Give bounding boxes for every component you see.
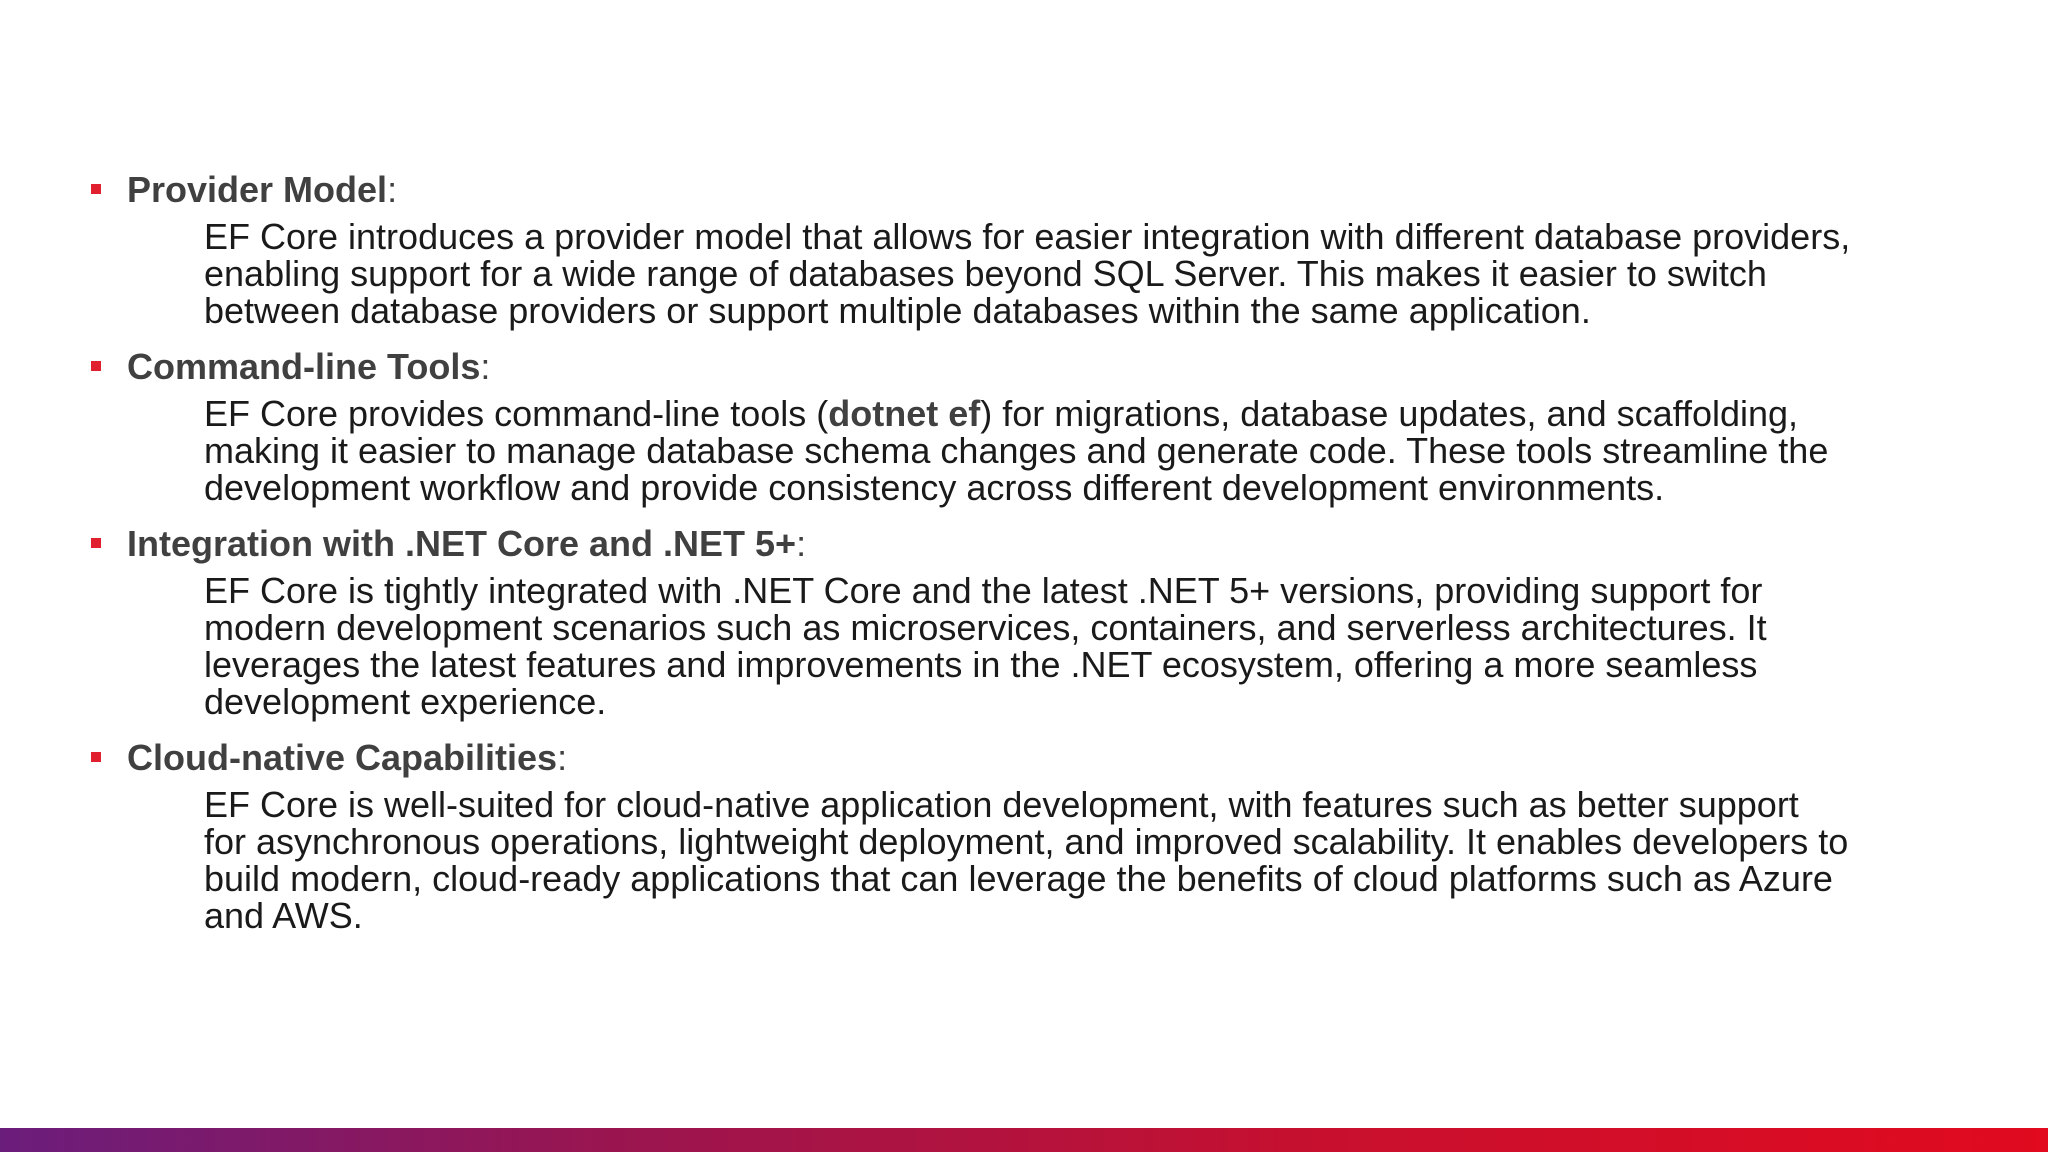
description-line: and AWS. [204, 895, 363, 936]
item-heading: Provider Model [127, 169, 388, 210]
description-line: development experience. [204, 681, 607, 722]
item-description [204, 395, 2048, 506]
description-line: for asynchronous operations, lightweight deployment, and improved scalability. It enables developers to [204, 821, 1849, 862]
list-item-command-line-tools [90, 347, 1990, 506]
bullet-square-icon [91, 752, 101, 762]
item-heading-line [90, 738, 1990, 778]
description-line: between database providers or support multiple databases within the same application. [204, 290, 1591, 331]
description-line: build modern, cloud-ready applications that can leverage the benefits of cloud platforms such as Azure [204, 858, 1833, 899]
bullet-square-icon [91, 538, 101, 548]
description-line: modern development scenarios such as microservices, containers, and serverless architectures. It [204, 607, 1767, 648]
item-description [204, 786, 2048, 934]
description-line: EF Core introduces a provider model that allows for easier integration with different database providers, [204, 216, 1851, 257]
list-item-cloud-native [90, 738, 1990, 934]
description-line [204, 395, 2048, 432]
list-item-dotnet-integration [90, 524, 1990, 720]
bullet-list [90, 170, 1990, 952]
item-heading-line [90, 170, 1990, 210]
description-text: EF Core provides command-line tools ( [204, 393, 829, 434]
description-text: ) for migrations, database updates, and scaffolding, [980, 393, 1799, 434]
heading-colon: : [387, 169, 398, 210]
item-heading: Integration with .NET Core and .NET 5+ [127, 523, 797, 564]
bullet-square-icon [91, 184, 101, 194]
item-description [204, 218, 2048, 329]
item-heading-line [90, 347, 1990, 387]
item-heading-line [90, 524, 1990, 564]
bullet-square-icon [91, 361, 101, 371]
list-item-provider-model [90, 170, 1990, 329]
heading-colon: : [480, 346, 491, 387]
item-heading: Command-line Tools [127, 346, 481, 387]
description-line: EF Core is tightly integrated with .NET Core and the latest .NET 5+ versions, providing support for [204, 570, 1763, 611]
heading-colon: : [796, 523, 807, 564]
footer-gradient-bar [0, 1128, 2048, 1152]
item-description [204, 572, 2048, 720]
description-line: enabling support for a wide range of databases beyond SQL Server. This makes it easier to switch [204, 253, 1767, 294]
heading-colon: : [557, 737, 568, 778]
description-line: EF Core is well-suited for cloud-native application development, with features such as better support [204, 784, 1799, 825]
description-line: making it easier to manage database schema changes and generate code. These tools streamline the [204, 430, 1829, 471]
command-code: dotnet ef [828, 393, 981, 434]
description-line: development workflow and provide consistency across different development environments. [204, 467, 1665, 508]
description-line: leverages the latest features and improvements in the .NET ecosystem, offering a more seamless [204, 644, 1758, 685]
item-heading: Cloud-native Capabilities [127, 737, 558, 778]
